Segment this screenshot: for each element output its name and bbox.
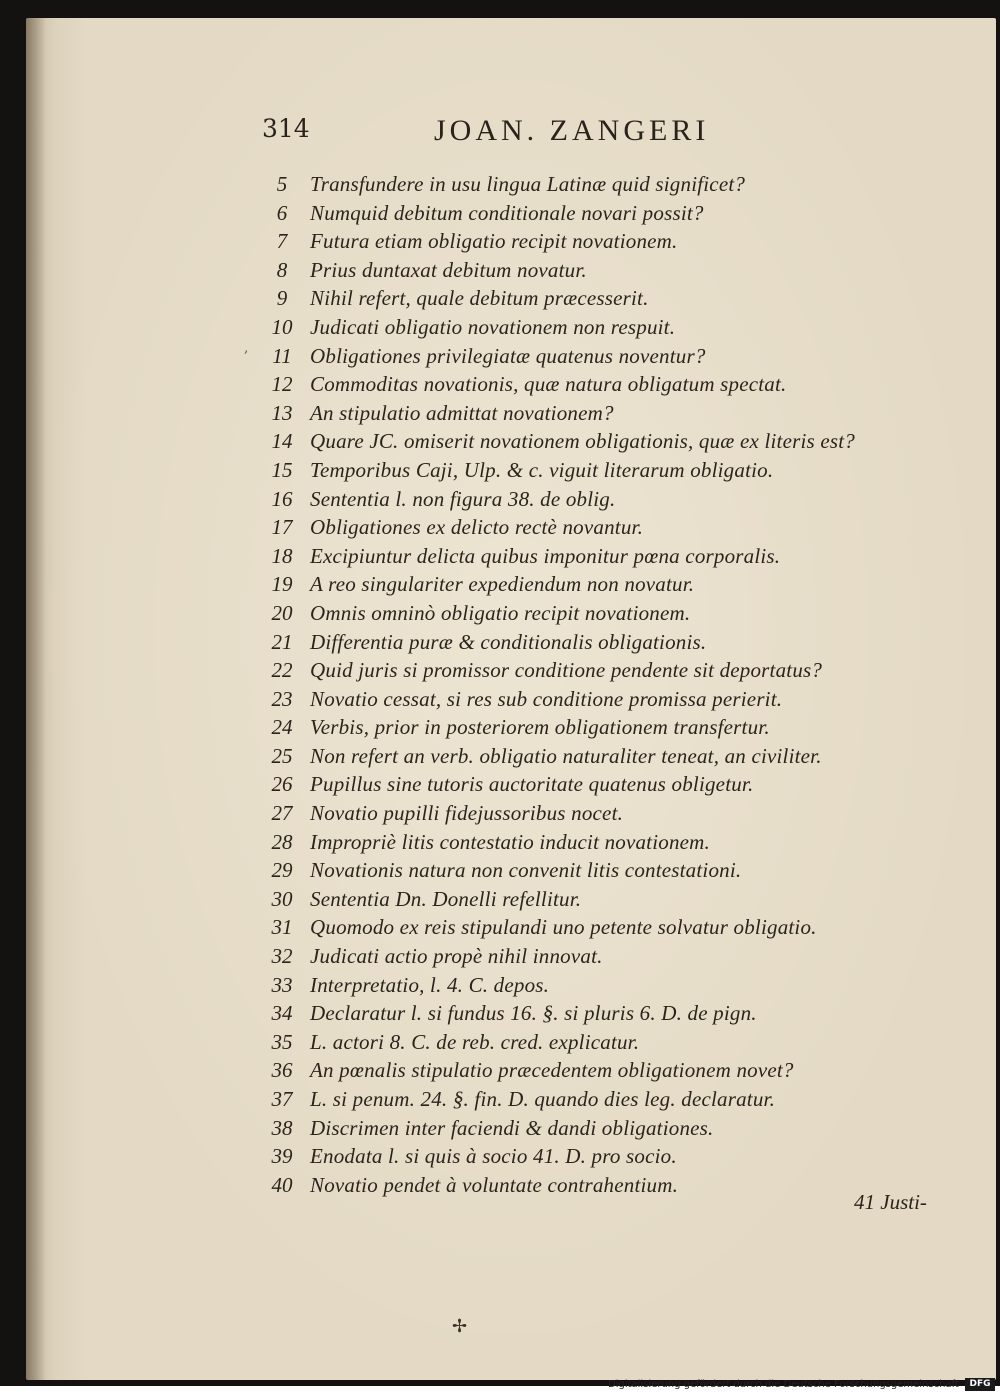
summary-item xyxy=(26,1085,996,1114)
summary-item xyxy=(26,1171,996,1200)
summary-number: 27 xyxy=(271,801,293,826)
summary-number: 39 xyxy=(271,1144,293,1169)
summary-text: Declaratur l. si fundus 16. §. si pluris 6. D. de pign. xyxy=(310,1001,757,1026)
summary-text: Interpretatio, l. 4. C. depos. xyxy=(310,972,550,997)
summary-text: Transfundere in usu lingua Latinæ quid significet? xyxy=(310,172,746,196)
summary-number: 22 xyxy=(271,658,293,683)
summary-text: Novationis natura non convenit litis contestationi. xyxy=(310,858,742,883)
running-title: JOAN. ZANGERI xyxy=(434,114,710,147)
summary-item xyxy=(26,599,996,628)
summary-item xyxy=(26,370,996,399)
summary-number: 16 xyxy=(271,486,293,511)
summary-number: 23 xyxy=(271,686,293,711)
summary-text: Quomodo ex reis stipulandi uno petente solvatur obligatio. xyxy=(310,915,817,940)
summary-text: Quare JC. omiserit novationem obligationis, quæ ex literis est? xyxy=(310,429,855,454)
summary-text: A reo singulariter expediendum non novatur. xyxy=(310,572,695,597)
summary-text: Nihil refert, quale debitum præcesserit. xyxy=(310,286,649,311)
summary-item xyxy=(26,942,996,971)
summary-item xyxy=(26,456,996,485)
summary-item xyxy=(26,656,996,685)
summary-item xyxy=(26,313,996,342)
summary-text: Impropriè litis contestatio inducit novationem. xyxy=(310,829,710,854)
summary-text: L. si penum. 24. §. fin. D. quando dies leg. declaratur. xyxy=(310,1087,776,1111)
summary-item xyxy=(26,1114,996,1143)
catchword: 41 Justi- xyxy=(854,1190,927,1214)
summary-item xyxy=(26,713,996,742)
summary-number: 28 xyxy=(271,829,293,854)
summary-number: 13 xyxy=(271,400,293,425)
summary-text: Differentia puræ & conditionalis obligationis. xyxy=(310,629,707,654)
summary-text: Novatio cessat, si res sub conditione promissa perierit. xyxy=(310,686,783,711)
summary-number: 30 xyxy=(271,886,293,911)
summary-item xyxy=(26,1028,996,1057)
summary-number: 14 xyxy=(271,429,293,454)
summary-number: 26 xyxy=(271,772,293,797)
summary-text: Novatio pupilli fidejussoribus nocet. xyxy=(310,801,624,826)
summary-item xyxy=(26,227,996,256)
summary-item xyxy=(26,628,996,657)
summary-item xyxy=(26,399,996,428)
summary-item xyxy=(26,256,996,285)
summary-number: 12 xyxy=(271,372,293,397)
page-number: 314 xyxy=(262,114,310,143)
summary-list xyxy=(26,170,996,1199)
summary-number: 5 xyxy=(276,172,288,196)
summary-number: 17 xyxy=(271,515,293,540)
summary-number: 33 xyxy=(271,972,293,997)
summary-item xyxy=(26,770,996,799)
summary-text: Judicati obligatio novationem non respuit. xyxy=(310,314,676,339)
summary-item xyxy=(26,170,996,199)
summary-item xyxy=(26,742,996,771)
digitization-credit: Digitalisierung gefördert durch die Deutsche Forschungsgemeinschaft xyxy=(608,1379,959,1390)
summary-item xyxy=(26,685,996,714)
summary-item xyxy=(26,427,996,456)
summary-item xyxy=(26,342,996,371)
summary-number: 40 xyxy=(271,1172,293,1197)
summary-text: Obligationes privilegiatæ quatenus noventur? xyxy=(310,343,706,368)
summary-item xyxy=(26,513,996,542)
summary-number: 19 xyxy=(271,572,293,597)
summary-text: Non refert an verb. obligatio naturaliter teneat, an civiliter. xyxy=(310,743,822,768)
summary-text: Excipiuntur delicta quibus imponitur pœna corporalis. xyxy=(310,543,781,568)
summary-item xyxy=(26,828,996,857)
summary-item xyxy=(26,570,996,599)
summary-item xyxy=(26,542,996,571)
running-head xyxy=(26,114,996,154)
summary-number: 24 xyxy=(271,715,293,740)
summary-number: 37 xyxy=(271,1087,293,1111)
summary-text: L. actori 8. C. de reb. cred. explicatur. xyxy=(310,1029,640,1054)
summary-item xyxy=(26,199,996,228)
summary-text: An stipulatio admittat novationem? xyxy=(310,400,614,425)
summary-item xyxy=(26,284,996,313)
summary-number: 36 xyxy=(271,1058,293,1083)
summary-text: Judicati actio propè nihil innovat. xyxy=(310,944,603,969)
summary-item xyxy=(26,856,996,885)
summary-number: 29 xyxy=(271,858,293,883)
summary-item xyxy=(26,1056,996,1085)
summary-number: 9 xyxy=(276,286,288,311)
dfg-logo: DFG xyxy=(965,1378,995,1391)
summary-text: Sententia Dn. Donelli refellitur. xyxy=(310,886,582,911)
summary-text: Numquid debitum conditionale novari possit? xyxy=(310,200,704,225)
summary-text: Enodata l. si quis à socio 41. D. pro socio. xyxy=(310,1144,677,1169)
summary-number: 10 xyxy=(271,314,293,339)
summary-number: 32 xyxy=(271,944,293,969)
summary-text: Prius duntaxat debitum novatur. xyxy=(310,257,587,282)
printer-ornament: ✢ xyxy=(452,1316,468,1337)
summary-item xyxy=(26,999,996,1028)
summary-item xyxy=(26,799,996,828)
summary-text: An pœnalis stipulatio præcedentem obligationem novet? xyxy=(310,1058,794,1083)
summary-text: Sententia l. non figura 38. de oblig. xyxy=(310,486,616,511)
summary-number: 38 xyxy=(271,1115,293,1140)
summary-text: Discrimen inter faciendi & dandi obligationes. xyxy=(310,1115,714,1140)
summary-number: 18 xyxy=(271,543,293,568)
summary-number: 34 xyxy=(271,1001,293,1026)
summary-number: 8 xyxy=(276,257,288,282)
summary-item xyxy=(26,485,996,514)
summary-text: Pupillus sine tutoris auctoritate quatenus obligetur. xyxy=(310,772,754,797)
summary-number: 7 xyxy=(276,229,288,254)
summary-text: Verbis, prior in posteriorem obligationem transfertur. xyxy=(310,715,770,740)
margin-mark: , xyxy=(244,340,249,356)
summary-text: Futura etiam obligatio recipit novationem. xyxy=(310,229,678,254)
summary-number: 35 xyxy=(271,1029,293,1054)
summary-number: 15 xyxy=(271,457,293,482)
summary-text: Obligationes ex delicto rectè novantur. xyxy=(310,515,644,540)
summary-text: Omnis omninò obligatio recipit novationem. xyxy=(310,600,691,625)
summary-text: Temporibus Caji, Ulp. & c. viguit literarum obligatio. xyxy=(310,457,774,482)
summary-number: 25 xyxy=(271,743,293,768)
summary-text: Quid juris si promissor conditione pendente sit deportatus? xyxy=(310,658,823,683)
summary-item xyxy=(26,885,996,914)
book-page xyxy=(26,18,996,1380)
summary-number: 11 xyxy=(272,343,292,368)
summary-item xyxy=(26,1142,996,1171)
summary-number: 6 xyxy=(276,200,288,225)
summary-number: 21 xyxy=(271,629,293,654)
summary-text: Novatio pendet à voluntate contrahentium. xyxy=(310,1172,679,1197)
summary-number: 20 xyxy=(271,600,293,625)
summary-number: 31 xyxy=(271,915,293,940)
summary-item xyxy=(26,971,996,1000)
summary-item xyxy=(26,913,996,942)
summary-text: Commoditas novationis, quæ natura obligatum spectat. xyxy=(310,372,787,397)
